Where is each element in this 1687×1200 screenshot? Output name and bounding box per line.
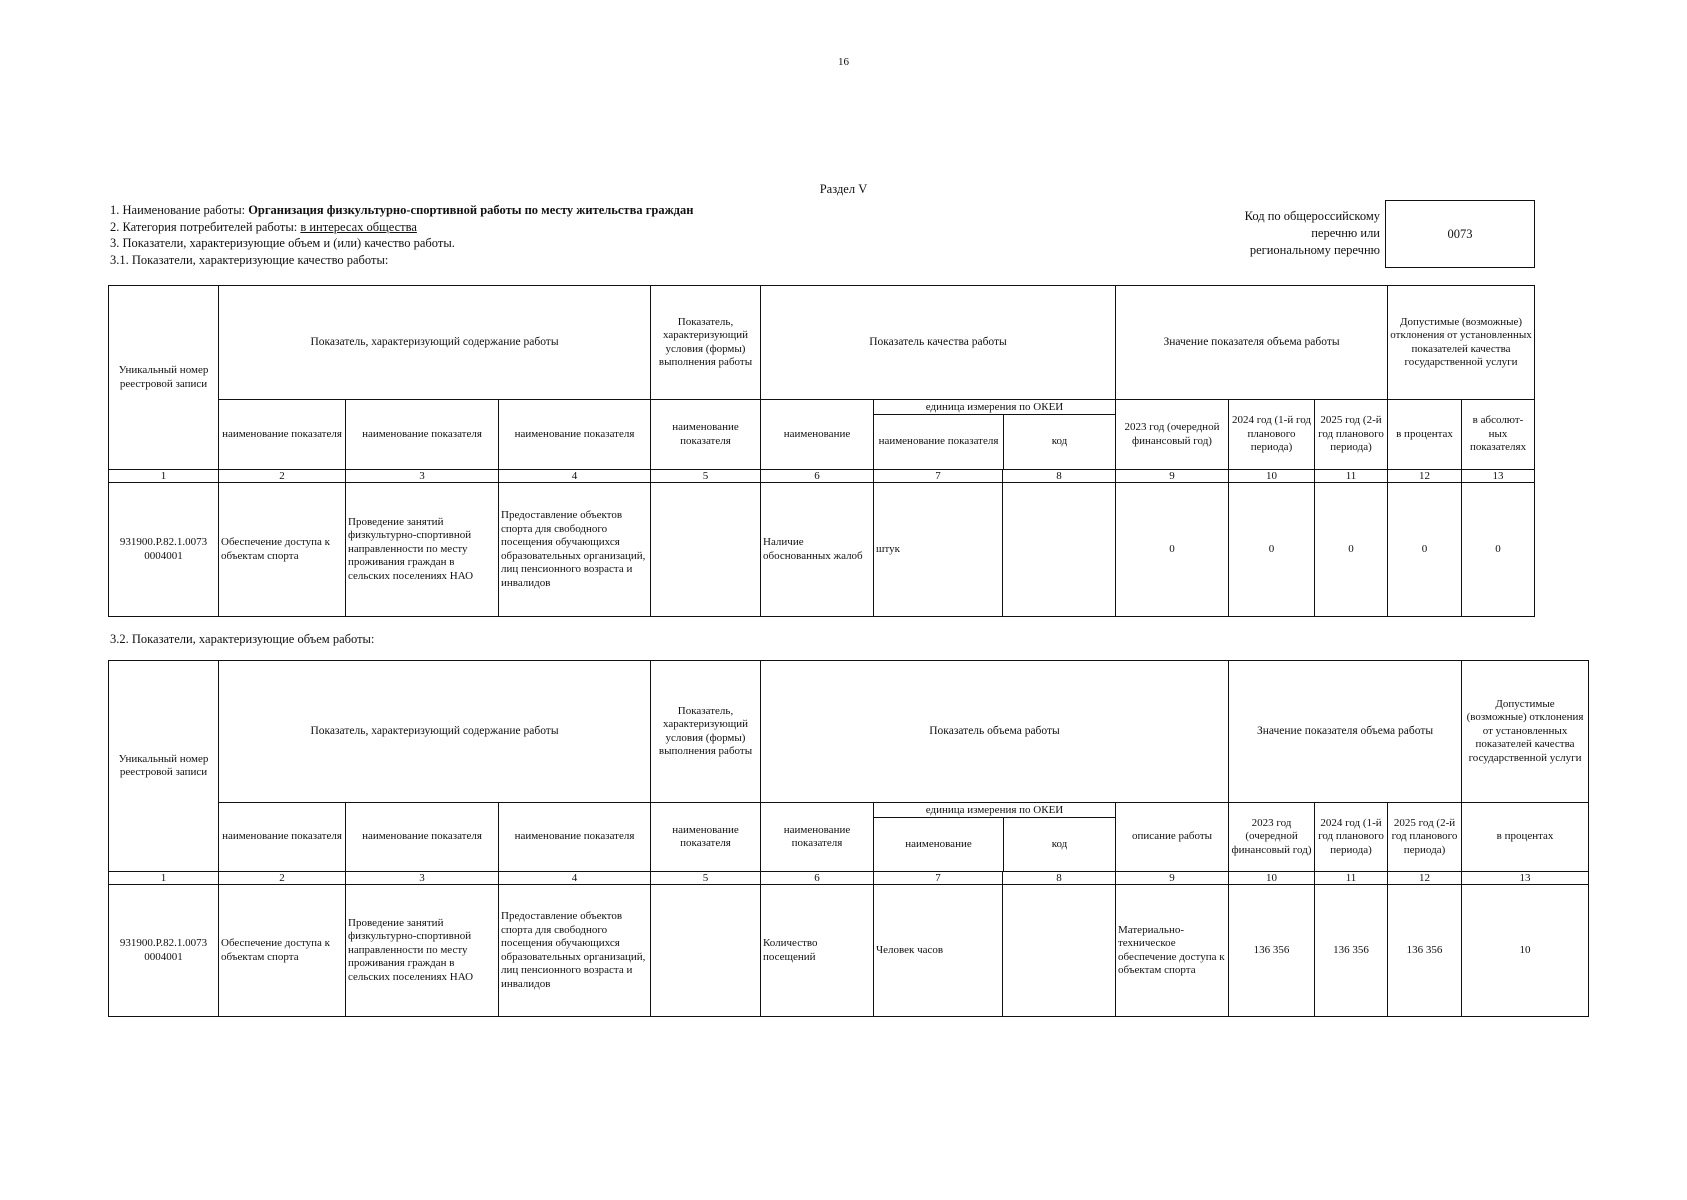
v-header-okei-name: наименование [874, 818, 1004, 871]
v-header-content: Показатель, характеризующий содержание работы [219, 661, 651, 803]
v-cell-c7: Человек часов [874, 885, 1003, 1017]
code-label-line2: перечню или [1311, 226, 1380, 240]
v-header-c5: наименование показателя [651, 803, 761, 872]
consumer-category-line [110, 219, 693, 236]
v-colnum: 10 [1229, 872, 1315, 885]
quality-heading: 3.1. Показатели, характеризующие качество работы: [110, 252, 389, 267]
v-colnum: 2 [219, 872, 346, 885]
v-colnum: 1 [109, 872, 219, 885]
q-colnum: 11 [1315, 470, 1388, 483]
v-cell-c3: Проведение занятий физкультурно-спортивной направленности по месту проживания граждан в сельских поселениях НАО [346, 885, 499, 1017]
v-cell-c2: Обеспечение доступа к объектам спорта [219, 885, 346, 1017]
q-header-value: Значение показателя объема работы [1116, 286, 1388, 400]
v-header-y2024: 2024 год (1-й год планового периода) [1315, 803, 1388, 872]
consumer-category-prefix: 2. Категория потребителей работы: [110, 219, 301, 234]
v-cell-c4: Предоставление объектов спорта для свободного посещения обучающихся образовательных организаций, лиц пенсионного возраста и инвалидов [499, 885, 651, 1017]
v-colnum: 11 [1315, 872, 1388, 885]
work-name-line [110, 202, 693, 219]
v-colnum: 4 [499, 872, 651, 885]
q-cell-c5 [651, 483, 761, 617]
q-cell-c8 [1003, 483, 1116, 617]
v-header-y2023: 2023 год (очередной финансовый год) [1229, 803, 1315, 872]
work-name-prefix: 1. Наименование работы: [110, 203, 249, 217]
q-cell-c3: Проведение занятий физкультурно-спортивной направленности по месту проживания граждан в сельских поселениях НАО [346, 483, 499, 617]
q-header-okei [874, 400, 1116, 470]
v-header-volume: Показатель объема работы [761, 661, 1229, 803]
volume-heading: 3.2. Показатели, характеризующие объем работы: [110, 632, 375, 646]
page-number: 16 [838, 56, 849, 68]
q-header-deviation: Допустимые (возможные) отклонения от установленных показателей качества государственной услуги [1388, 286, 1535, 400]
q-cell-c7: штук [874, 483, 1003, 617]
v-header-deviation: Допустимые (возможные) отклонения от установленных показателей качества государственной услуги [1462, 661, 1589, 803]
q-header-y2023: 2023 год (очередной финансовый год) [1116, 400, 1229, 470]
q-header-content: Показатель, характеризующий содержание работы [219, 286, 651, 400]
v-header-c3: наименование показателя [346, 803, 499, 872]
v-colnum: 6 [761, 872, 874, 885]
q-colnum: 10 [1229, 470, 1315, 483]
v-header-desc: описание работы [1116, 803, 1229, 872]
v-cell-c8 [1003, 885, 1116, 1017]
work-name-value: Организация физкультурно-спортивной работы по месту жительства граждан [248, 203, 694, 217]
q-colnum: 3 [346, 470, 499, 483]
q-colnum: 6 [761, 470, 874, 483]
code-label-line1: Код по общероссийскому [1244, 209, 1380, 223]
v-header-c2: наименование показателя [219, 803, 346, 872]
q-colnum: 5 [651, 470, 761, 483]
code-label-line3: региональному перечню [1249, 243, 1380, 257]
v-header-c4: наименование показателя [499, 803, 651, 872]
q-header-c6: наименование [761, 400, 874, 470]
v-header-percent: в процентах [1462, 803, 1589, 872]
v-cell-c12: 136 356 [1388, 885, 1462, 1017]
q-header-y2025: 2025 год (2-й год планового периода) [1315, 400, 1388, 470]
q-cell-c6: Наличие обоснованных жалоб [761, 483, 874, 617]
q-cell-c9: 0 [1116, 483, 1229, 617]
v-header-value: Значение показателя объема работы [1229, 661, 1462, 803]
q-cell-c10: 0 [1229, 483, 1315, 617]
v-cell-c5 [651, 885, 761, 1017]
v-header-unique: Уникальный номер реестровой записи [109, 661, 219, 872]
q-colnum: 2 [219, 470, 346, 483]
v-colnum: 13 [1462, 872, 1589, 885]
v-cell-c6: Количество посещений [761, 885, 874, 1017]
q-colnum: 9 [1116, 470, 1229, 483]
v-colnum: 5 [651, 872, 761, 885]
v-header-y2025: 2025 год (2-й год планового периода) [1388, 803, 1462, 872]
q-header-y2024: 2024 год (1-й год планового периода) [1229, 400, 1315, 470]
v-header-conditions: Показатель, характеризующий условия (формы) выполнения работы [651, 661, 761, 803]
table-row [109, 885, 1589, 1017]
volume-table [108, 660, 1589, 1017]
q-header-c4: наименование показателя [499, 400, 651, 470]
q-colnum: 13 [1462, 470, 1535, 483]
code-value: 0073 [1447, 226, 1473, 241]
q-header-conditions: Показатель, характеризующий условия (формы) выполнения работы [651, 286, 761, 400]
v-cell-c9: Материально-техническое обеспечение доступа к объектам спорта [1116, 885, 1229, 1017]
q-header-okei-code: код [1051, 435, 1068, 448]
q-colnum: 7 [874, 470, 1003, 483]
q-header-c3: наименование показателя [346, 400, 499, 470]
q-colnum: 1 [109, 470, 219, 483]
q-header-c5: наименование показателя [651, 400, 761, 470]
v-colnum: 9 [1116, 872, 1229, 885]
v-header-okei-title: единица измерения по ОКЕИ [874, 803, 1115, 818]
q-header-absolute: в абсолют-ных показателях [1462, 400, 1535, 470]
code-label [1180, 208, 1380, 259]
v-colnum: 7 [874, 872, 1003, 885]
v-header-c6: наименование показателя [761, 803, 874, 872]
v-colnum: 8 [1003, 872, 1116, 885]
q-cell-c11: 0 [1315, 483, 1388, 617]
q-colnum: 4 [499, 470, 651, 483]
v-cell-unique: 931900.Р.82.1.0073 0004001 [109, 885, 219, 1017]
v-header-okei [874, 803, 1116, 872]
q-header-percent: в процентах [1388, 400, 1462, 470]
q-colnum: 8 [1003, 470, 1116, 483]
section-title: Раздел V [819, 182, 868, 196]
v-cell-c10: 136 356 [1229, 885, 1315, 1017]
q-cell-c2: Обеспечение доступа к объектам спорта [219, 483, 346, 617]
q-cell-c4: Предоставление объектов спорта для свободного посещения обучающихся образовательных организаций, лиц пенсионного возраста и инвалидов [499, 483, 651, 617]
v-cell-c11: 136 356 [1315, 885, 1388, 1017]
q-header-okei-name: наименование показателя [874, 415, 1004, 469]
q-cell-c12: 0 [1388, 483, 1462, 617]
consumer-category-value: в интересах общества [300, 219, 417, 234]
q-header-c2: наименование показателя [219, 400, 346, 470]
v-cell-c13: 10 [1462, 885, 1589, 1017]
q-cell-unique: 931900.Р.82.1.0073 0004001 [109, 483, 219, 617]
q-header-quality: Показатель качества работы [761, 286, 1116, 400]
q-colnum: 12 [1388, 470, 1462, 483]
v-header-okei-code: код [1051, 837, 1068, 850]
indicators-line: 3. Показатели, характеризующие объем и (или) качество работы. [110, 236, 455, 250]
quality-table [108, 285, 1535, 617]
v-colnum: 3 [346, 872, 499, 885]
work-info [110, 202, 693, 268]
code-value-box [1385, 200, 1535, 268]
v-colnum: 12 [1388, 872, 1462, 885]
q-cell-c13: 0 [1462, 483, 1535, 617]
table-row [109, 483, 1535, 617]
q-header-unique: Уникальный номер реестровой записи [109, 286, 219, 470]
q-header-okei-title: единица измерения по ОКЕИ [874, 400, 1115, 415]
